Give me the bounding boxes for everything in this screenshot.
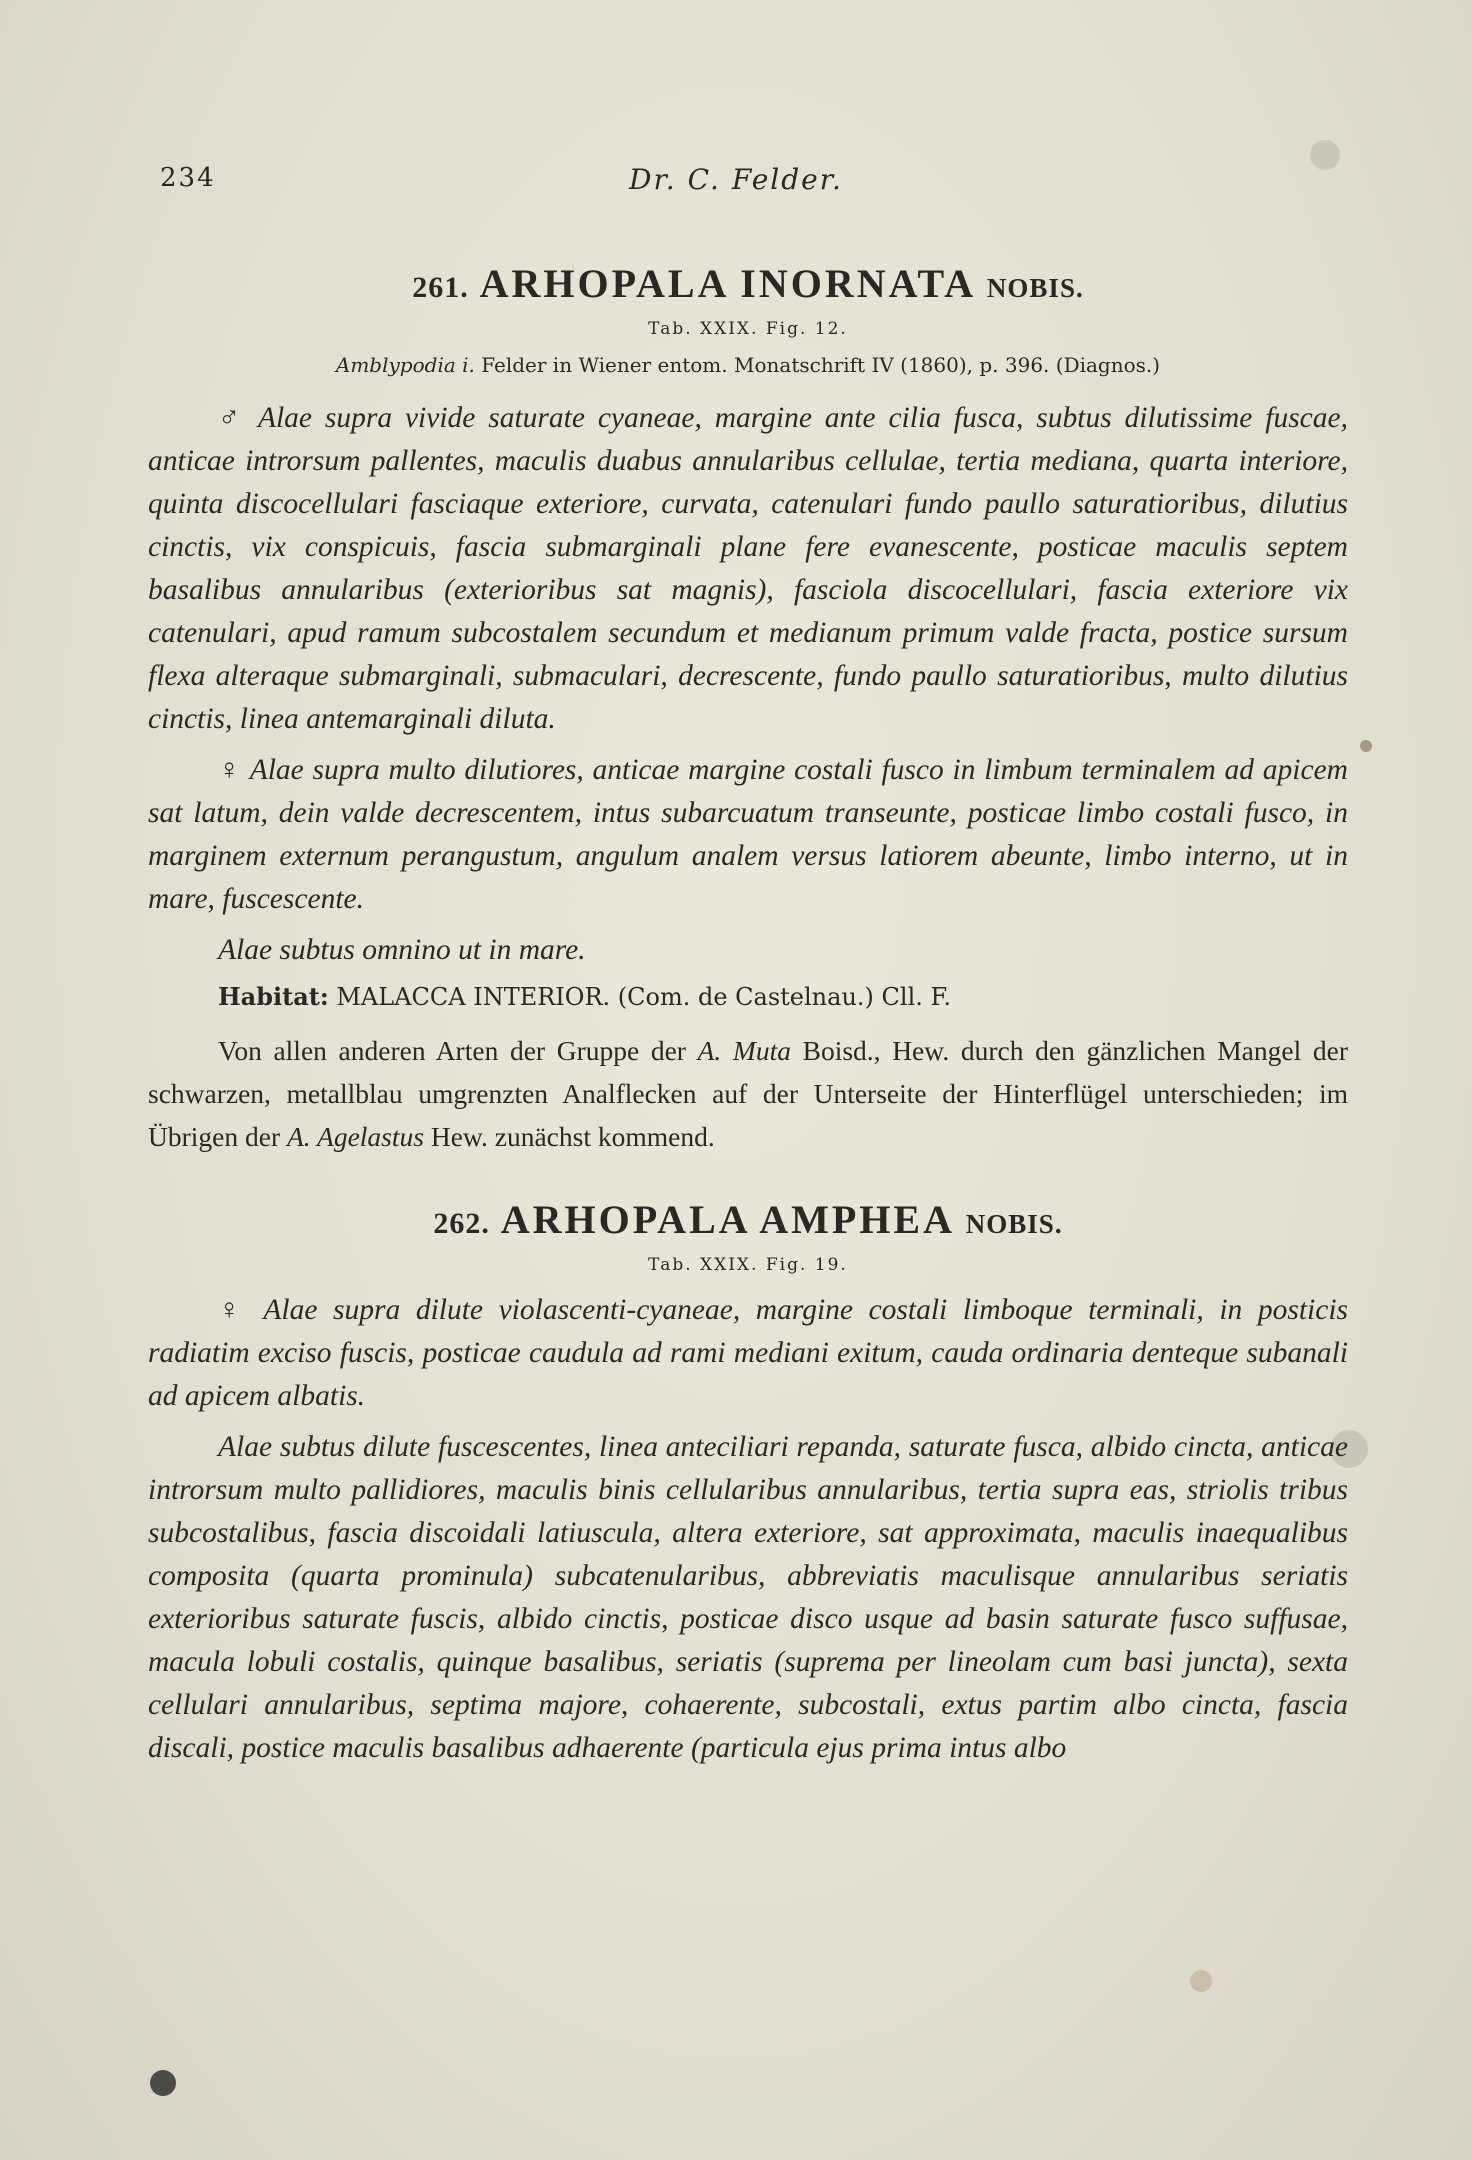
german-text: Hew. zunächst kommend. — [423, 1121, 715, 1152]
synonym-citation — [148, 353, 1348, 377]
plate-reference: Tab. XXIX. Fig. 12. — [648, 319, 848, 339]
foxing-spot — [1190, 1970, 1212, 1992]
synonym-genus: Amblypodia i. — [335, 353, 475, 377]
male-description: ♂ Alae supra vivide saturate cyaneae, margine ante cilia fusca, subtus dilutissime fuscae, anticae introrsum pallentes, maculis duabus annularibus cellulae, tertia mediana, quarta interiore, quinta discocellulari fasciaque exteriore, curvata, catenulari fundo paullo saturatioribus, dilutius cinctis, vix conspicuis, fascia submarginali plane fere evanescente, posticae maculis septem basalibus annularibus (exterioribus sat magnis), fasciola discocellulari, fascia exteriore vix catenulari, apud ramum subcostalem secundum et medianum primum valde fracta, postice sursum flexa alteraque submarginali, submaculari, decrescente, fundo paullo saturatioribus, multo dilutius cinctis, linea antemarginali diluta. — [148, 402, 1348, 735]
species-number: 262. — [433, 1207, 490, 1240]
underside-description: Alae subtus dilute fuscescentes, linea anteciliari repanda, saturate fusca, albido cincta, anticae introrsum multo pallidiores, maculis binis cellularibus annularibus, tertia supra eas, striolis tribus subcostalibus, fascia discoidali latiuscula, altera exteriore, sat approximata, maculis inaequalibus composita (quarta prominula) subcatenularibus, abbreviatis maculisque annularibus seriatis exterioribus saturate fuscis, albido cinctis, posticae disco usque ad basin saturate fusco suffusae, macula lobuli costalis, quinque basalibus, seriatis (suprema per lineolam cum basi juncta), sexta cellulari annularibus, septima majore, cohaerente, subcostali, extus partim albo cincta, fascia discali, postice maculis basalibus adhaerente (particula ejus prima intus albo — [148, 1431, 1348, 1764]
synonym-reference: Felder in Wiener entom. Monatschrift IV (1860), p. 396. (Diagnos.) — [481, 353, 1161, 377]
habitat-line — [218, 982, 1348, 1011]
german-remarks — [148, 1029, 1348, 1158]
foxing-spot — [150, 2070, 176, 2096]
page-header — [160, 163, 1312, 203]
foxing-spot — [1360, 740, 1372, 752]
foxing-spot — [1310, 140, 1340, 170]
species-reference: A. Agelastus — [286, 1121, 424, 1152]
german-text: Von allen anderen Arten der Gruppe der — [218, 1035, 698, 1066]
page-number: 234 — [160, 163, 216, 193]
species-heading — [148, 1196, 1348, 1243]
species-heading — [148, 260, 1348, 307]
plate-reference: Tab. XXIX. Fig. 19. — [648, 1255, 848, 1275]
species-number: 261. — [412, 271, 469, 304]
female-description: ♀ Alae supra multo dilutiores, anticae margine costali fusco in limbum terminalem ad apicem sat latum, dein valde decrescentem, intus subarcuatum transeunte, posticae limbo costali fusco, in marginem externum perangustum, angulum analem versus latiorem abeunte, limbo interno, ut in mare, fuscescente. — [148, 754, 1348, 915]
underside-note: Alae subtus omnino ut in mare. — [218, 934, 586, 966]
running-head: Dr. C. Felder. — [629, 163, 843, 196]
page-body — [148, 260, 1348, 1778]
species-name: ARHOPALA INORNATA — [479, 261, 974, 306]
species-entry — [148, 1196, 1348, 1770]
species-name: ARHOPALA AMPHEA — [500, 1197, 953, 1242]
german-text: Boisd., Hew. durch den gänzlichen Mangel der schwarzen, metallblau umgrenzten Analflecken auf der Unterseite der Hinterflügel unterschieden; im Übrigen der — [148, 1035, 1348, 1152]
species-entry — [148, 260, 1348, 1158]
species-reference: A. Muta — [697, 1035, 791, 1066]
habitat-text: MALACCA INTERIOR. (Com. de Castelnau.) Cll. F. — [336, 983, 952, 1011]
species-author: NOBIS. — [965, 1209, 1063, 1239]
habitat-label: Habitat: — [218, 982, 329, 1011]
female-description: ♀ Alae supra dilute violascenti-cyaneae, margine costali limboque terminali, in posticis radiatim exciso fuscis, posticae caudula ad rami mediani exitum, cauda ordinaria denteque subanali ad apicem albatis. — [148, 1294, 1348, 1412]
species-author: NOBIS. — [986, 273, 1084, 303]
